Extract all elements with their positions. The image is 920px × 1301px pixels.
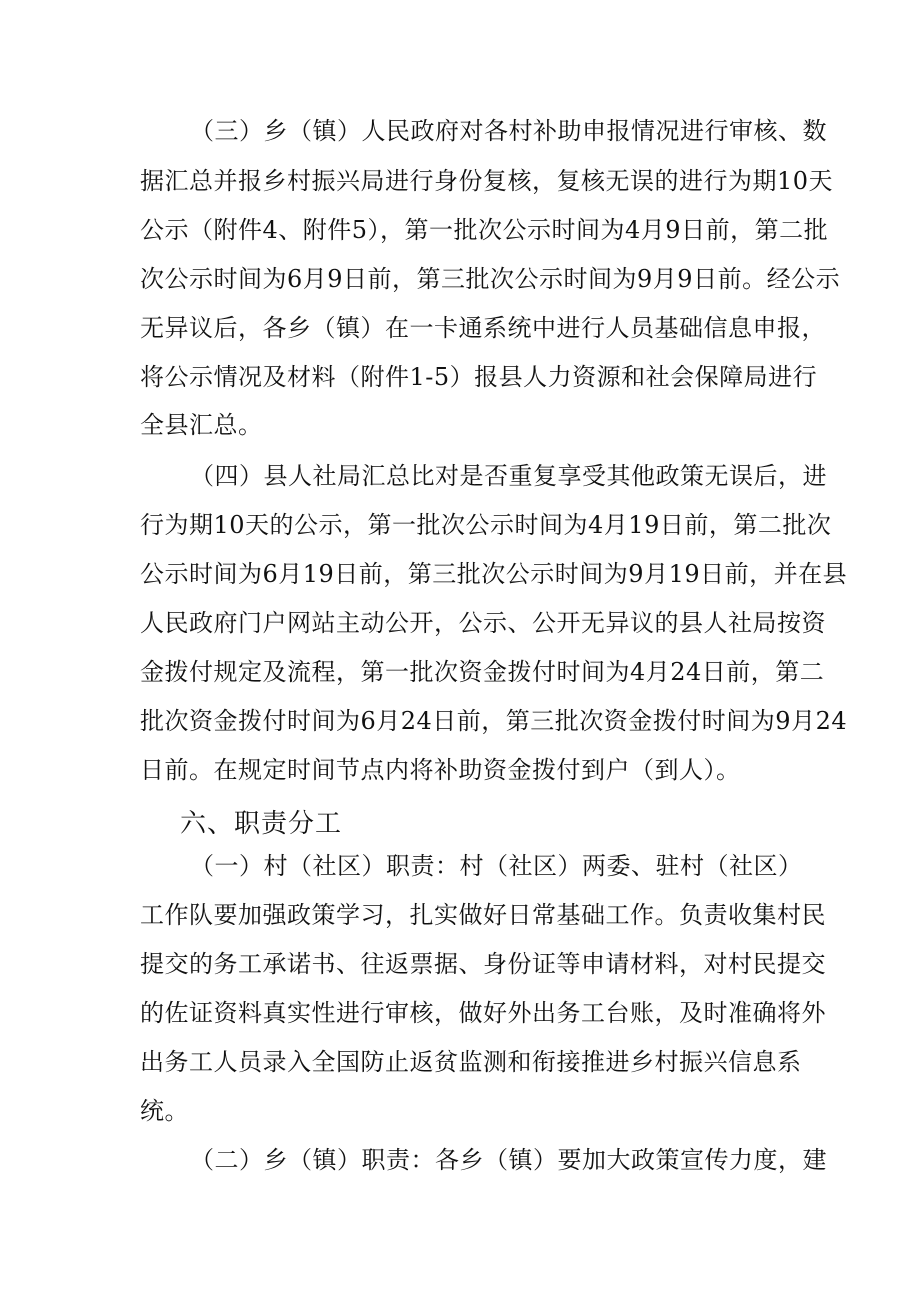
paragraph-4-line: （四）县人社局汇总比对是否重复享受其他政策无误后，进 (190, 462, 827, 490)
paragraph-4-line: 金拨付规定及流程，第一批次资金拨付时间为4月24日前，第二 (140, 658, 825, 686)
subsection-1-line: 的佐证资料真实性进行审核，做好外出务工台账，及时准确将外 (140, 999, 826, 1027)
subsection-1-line: 提交的务工承诺书、往返票据、身份证等申请材料，对村民提交 (140, 950, 826, 978)
paragraph-3-line: 据汇总并报乡村振兴局进行身份复核，复核无误的进行为期10天 (140, 167, 834, 195)
paragraph-3-line: 全县汇总。 (140, 411, 263, 439)
paragraph-4-line: 行为期10天的公示，第一批次公示时间为4月19日前，第二批次 (140, 511, 832, 539)
subsection-1-line: 统。 (140, 1097, 189, 1125)
subsection-2-line: （二）乡（镇）职责：各乡（镇）要加大政策宣传力度，建 (190, 1146, 827, 1174)
paragraph-3-line: 将公示情况及材料（附件1-5）报县人力资源和社会保障局进行 (140, 363, 818, 391)
paragraph-4-line: 公示时间为6月19日前，第三批次公示时间为9月19日前，并在县 (140, 560, 848, 588)
subsection-1-line: 工作队要加强政策学习，扎实做好日常基础工作。负责收集村民 (140, 901, 826, 929)
paragraph-3-line: 次公示时间为6月9日前，第三批次公示时间为9月9日前。经公示 (140, 265, 841, 293)
paragraph-3-line: （三）乡（镇）人民政府对各村补助申报情况进行审核、数 (190, 117, 827, 145)
subsection-1-line: 出务工人员录入全国防止返贫监测和衔接推进乡村振兴信息系 (140, 1048, 802, 1076)
paragraph-3-line: 公示（附件4、附件5），第一批次公示时间为4月9日前，第二批 (140, 216, 829, 244)
paragraph-4-line: 日前。在规定时间节点内将补助资金拨付到户（到人）。 (140, 756, 741, 784)
paragraph-4-line: 批次资金拨付时间为6月24日前，第三批次资金拨付时间为9月24 (140, 707, 848, 735)
section-6-heading: 六、职责分工 (180, 809, 343, 839)
subsection-1-line: （一）村（社区）职责：村（社区）两委、驻村（社区） (190, 852, 803, 880)
paragraph-4-line: 人民政府门户网站主动公开，公示、公开无异议的县人社局按资 (140, 609, 826, 637)
paragraph-3-line: 无异议后，各乡（镇）在一卡通系统中进行人员基础信息申报， (140, 314, 826, 342)
